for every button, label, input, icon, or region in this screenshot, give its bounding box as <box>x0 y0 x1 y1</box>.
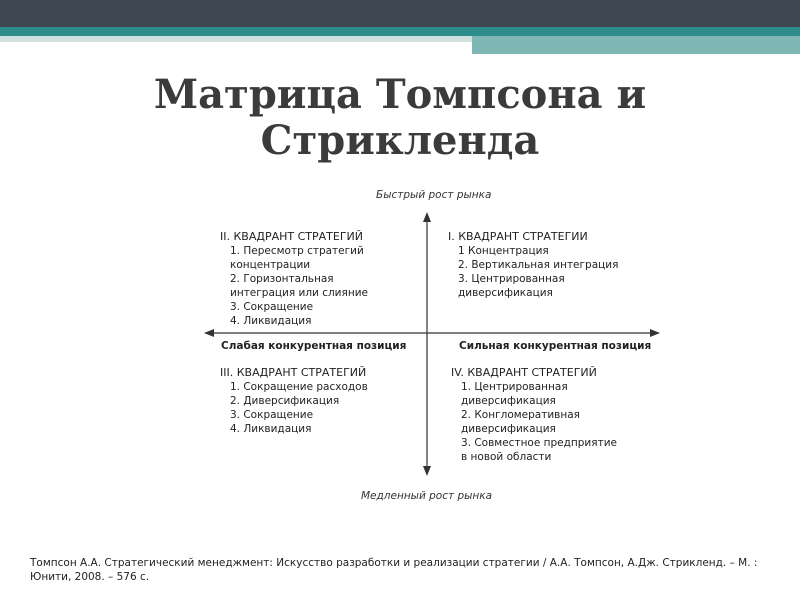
list-item: 1 Концентрация <box>458 245 549 257</box>
quadrant-2-header: II. КВАДРАНТ СТРАТЕГИЙ <box>220 230 363 243</box>
list-item: 4. Ликвидация <box>230 423 312 435</box>
list-item: 2. Диверсификация <box>230 395 340 407</box>
quadrant-2 <box>220 230 368 328</box>
title-line-2: Стрикленда <box>260 117 540 164</box>
axis-label-bottom: Медленный рост рынка <box>361 490 493 502</box>
list-item: 2. Горизонтальная <box>230 273 334 285</box>
quadrant-3 <box>220 366 368 436</box>
list-item: 2. Вертикальная интеграция <box>458 259 619 271</box>
weak-position-label: Слабая конкурентная позиция <box>221 340 407 352</box>
strong-position-label: Сильная конкурентная позиция <box>459 340 652 352</box>
list-item: диверсификация <box>461 395 556 407</box>
quadrant-3-header: III. КВАДРАНТ СТРАТЕГИЙ <box>220 366 367 379</box>
axis-label-top: Быстрый рост рынка <box>376 189 492 201</box>
list-item: 1. Пересмотр стратегий <box>230 245 364 257</box>
list-item: 1. Сокращение расходов <box>230 381 368 393</box>
quadrant-4-header: IV. КВАДРАНТ СТРАТЕГИЙ <box>451 366 597 379</box>
quadrant-1-header: I. КВАДРАНТ СТРАТЕГИИ <box>448 230 588 243</box>
title-line-1: Матрица Томпсона и <box>153 71 647 118</box>
list-item: диверсификация <box>458 287 553 299</box>
list-item: 1. Центрированная <box>461 381 568 393</box>
list-item: диверсификация <box>461 423 556 435</box>
list-item: 3. Сокращение <box>230 301 314 313</box>
citation: Томпсон А.А. Стратегический менеджмент: Искусство разработки и реализации стратегии / А.А. Томпсон, А.Дж. Стрикленд. – М. : Юнити, 2008. – 576 с. <box>30 557 758 583</box>
quadrant-1 <box>448 230 618 300</box>
list-item: 3. Сокращение <box>230 409 314 421</box>
quadrant-4 <box>451 366 617 464</box>
list-item: 2. Конгломеративная <box>461 409 580 421</box>
list-item: 4. Ликвидация <box>230 315 312 327</box>
list-item: в новой области <box>461 451 552 463</box>
list-item: 3. Центрированная <box>458 273 565 285</box>
list-item: концентрации <box>230 259 311 271</box>
list-item: 3. Совместное предприятие <box>461 437 617 449</box>
list-item: интеграция или слияние <box>230 287 368 299</box>
